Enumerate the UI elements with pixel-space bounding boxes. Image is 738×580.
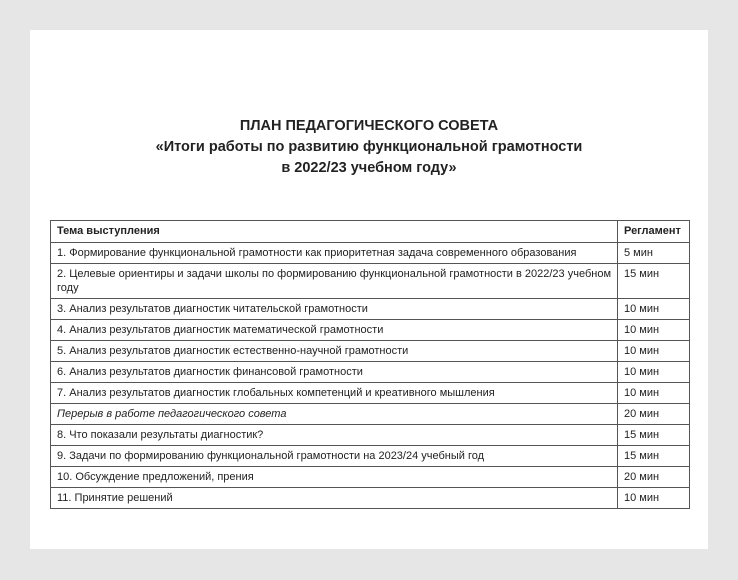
row-topic: 2. Целевые ориентиры и задачи школы по формированию функциональной грамотности в 2022/23 учебном году: [51, 264, 618, 299]
table-row: [51, 243, 690, 264]
table-header-row: [51, 221, 690, 243]
row-topic: 8. Что показали результаты диагностик?: [51, 425, 618, 446]
row-time: 10 мин: [618, 320, 690, 341]
table-row-break: [51, 404, 690, 425]
row-time: 15 мин: [618, 264, 690, 299]
row-time: 20 мин: [618, 467, 690, 488]
title-line-3: в 2022/23 учебном году»: [281, 160, 457, 176]
row-time: 10 мин: [618, 299, 690, 320]
row-topic: 9. Задачи по формированию функциональной грамотности на 2023/24 учебный год: [51, 446, 618, 467]
row-topic: 5. Анализ результатов диагностик естественно-научной грамотности: [51, 341, 618, 362]
table-row: [51, 446, 690, 467]
table-row: [51, 362, 690, 383]
table-row: [51, 425, 690, 446]
row-topic: 3. Анализ результатов диагностик читательской грамотности: [51, 299, 618, 320]
row-topic: 10. Обсуждение предложений, прения: [51, 467, 618, 488]
row-topic: 4. Анализ результатов диагностик математической грамотности: [51, 320, 618, 341]
row-time: 10 мин: [618, 362, 690, 383]
row-topic: 7. Анализ результатов диагностик глобальных компетенций и креативного мышления: [51, 383, 618, 404]
header-time: Регламент: [618, 221, 690, 243]
row-time: 15 мин: [618, 425, 690, 446]
table-row: [51, 341, 690, 362]
table-row: [51, 488, 690, 509]
table-row: [51, 264, 690, 299]
table-row: [51, 320, 690, 341]
table-row: [51, 299, 690, 320]
row-topic: 11. Принятие решений: [51, 488, 618, 509]
row-time: 5 мин: [618, 243, 690, 264]
row-time: 15 мин: [618, 446, 690, 467]
row-topic: 1. Формирование функциональной грамотности как приоритетная задача современного образования: [51, 243, 618, 264]
row-topic: Перерыв в работе педагогического совета: [51, 404, 618, 425]
header-topic: Тема выступления: [51, 221, 618, 243]
title-line-2: «Итоги работы по развитию функциональной грамотности: [155, 139, 583, 155]
row-time: 20 мин: [618, 404, 690, 425]
title-line-1: ПЛАН ПЕДАГОГИЧЕСКОГО СОВЕТА: [239, 118, 499, 134]
row-time: 10 мин: [618, 383, 690, 404]
row-time: 10 мин: [618, 488, 690, 509]
row-topic: 6. Анализ результатов диагностик финансовой грамотности: [51, 362, 618, 383]
document-page: [30, 30, 708, 549]
row-time: 10 мин: [618, 341, 690, 362]
document-title: [30, 116, 708, 179]
agenda-table: [50, 220, 690, 509]
table-row: [51, 383, 690, 404]
table-row: [51, 467, 690, 488]
